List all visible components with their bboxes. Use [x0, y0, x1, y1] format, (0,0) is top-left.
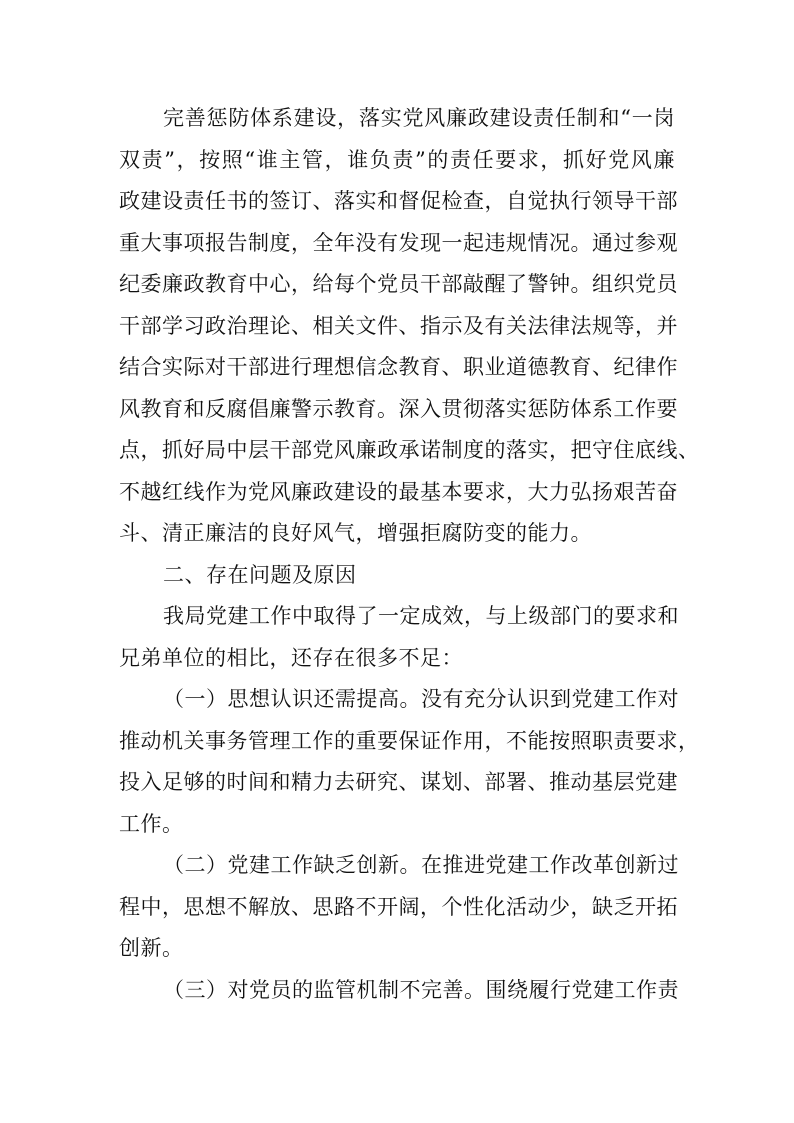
paragraph-line: （二）党建工作缺乏创新。在推进党建工作改革创新过 — [163, 853, 679, 877]
paragraph-line: 干部学习政治理论、相关文件、指示及有关法律法规等，并 — [119, 313, 678, 338]
paragraph-line: 投入足够的时间和精力去研究、谋划、部署、推动基层党建 — [119, 770, 678, 794]
paragraph-line: 风教育和反腐倡廉警示教育。深入贯彻落实惩防体系工作要 — [119, 396, 678, 421]
paragraph-line: （一）思想认识还需提高。没有充分认识到党建工作对 — [163, 687, 679, 711]
paragraph-line: 完善惩防体系建设，落实党风廉政建设责任制和“一岗 — [163, 106, 675, 130]
paragraph-line: 兄弟单位的相比，还存在很多不足： — [119, 645, 463, 670]
paragraph-line: 政建设责任书的签订、落实和督促检查，自觉执行领导干部 — [119, 189, 678, 213]
document-body — [119, 98, 700, 1011]
paragraph-line: 纪委廉政教育中心，给每个党员干部敲醒了警钟。组织党员 — [119, 272, 678, 296]
paragraph-line: 点，抓好局中层干部党风廉政承诺制度的落实，把守住底线、 — [119, 438, 700, 462]
section-heading: 二、存在问题及原因 — [163, 562, 357, 587]
paragraph-line: 双责”，按照“谁主管，谁负责”的责任要求，抓好党风廉 — [119, 147, 675, 172]
paragraph-line: 不越红线作为党风廉政建设的最基本要求，大力弘扬艰苦奋 — [119, 479, 678, 504]
paragraph-line: （三）对党员的监管机制不完善。围绕履行党建工作责 — [163, 977, 679, 1002]
paragraph-line: 推动机关事务管理工作的重要保证作用，不能按照职责要求， — [119, 728, 700, 753]
paragraph-line: 斗、清正廉洁的良好风气，增强拒腐防变的能力。 — [119, 521, 592, 545]
paragraph-line: 工作。 — [119, 811, 184, 836]
paragraph-line: 结合实际对干部进行理想信念教育、职业道德教育、纪律作 — [119, 355, 678, 379]
paragraph-line: 创新。 — [119, 936, 184, 960]
paragraph-line: 程中，思想不解放、思路不开阔，个性化活动少，缺乏开拓 — [119, 894, 678, 919]
paragraph-line: 我局党建工作中取得了一定成效，与上级部门的要求和 — [163, 604, 679, 628]
paragraph-line: 重大事项报告制度，全年没有发现一起违规情况。通过参观 — [119, 230, 678, 255]
